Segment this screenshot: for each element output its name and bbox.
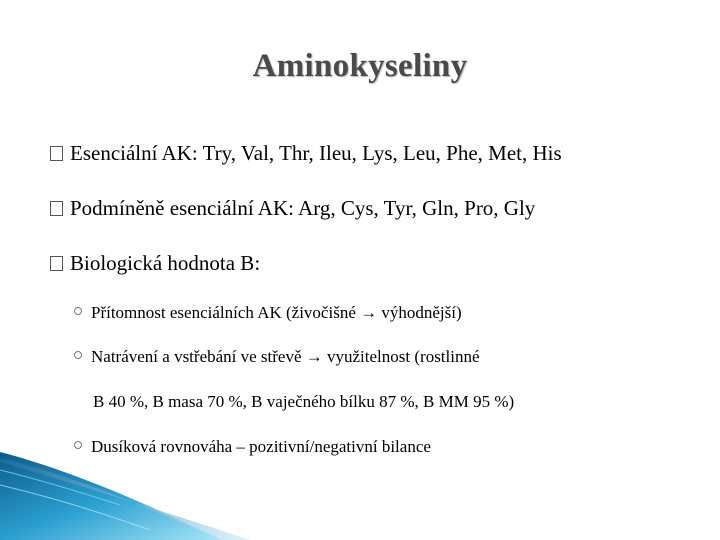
circle-bullet-icon bbox=[74, 307, 82, 315]
circle-bullet-icon bbox=[74, 351, 82, 359]
slide-title: Aminokyseliny bbox=[252, 48, 468, 84]
square-bullet-icon bbox=[50, 146, 63, 161]
subbullet-continuation: B 40 %, B masa 70 %, B vaječného bílku 87 %, B MM 95 %) bbox=[93, 392, 515, 411]
subbullet-item bbox=[74, 436, 431, 458]
bullet-text: Biologická hodnota B: bbox=[70, 251, 261, 275]
circle-bullet-icon bbox=[74, 441, 82, 449]
square-bullet-icon bbox=[50, 256, 63, 271]
bullet-item bbox=[50, 196, 535, 220]
subbullet-text: Přítomnost esenciálních AK (živočišné → výhodnější) bbox=[91, 303, 462, 322]
bullet-text: Esenciální AK: Try, Val, Thr, Ileu, Lys, Leu, Phe, Met, His bbox=[70, 141, 562, 165]
subbullet-item bbox=[74, 302, 462, 324]
bullet-item bbox=[50, 141, 562, 165]
subbullet-text: Natrávení a vstřebání ve střevě → využitelnost (rostlinné bbox=[91, 347, 480, 366]
square-bullet-icon bbox=[50, 201, 63, 216]
bullet-item bbox=[50, 251, 260, 275]
subbullet-text: Dusíková rovnováha – pozitivní/negativní bilance bbox=[91, 437, 431, 456]
bullet-text: Podmíněně esenciální AK: Arg, Cys, Tyr, Gln, Pro, Gly bbox=[70, 196, 536, 220]
subbullet-item bbox=[74, 346, 480, 368]
